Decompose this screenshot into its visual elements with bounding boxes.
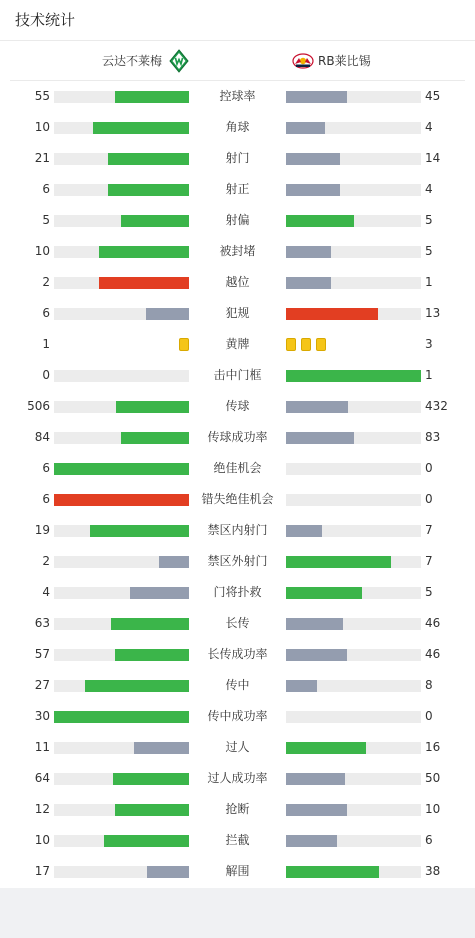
home-value: 1: [42, 337, 50, 351]
away-bar-track: [286, 742, 421, 754]
away-team-name: RB莱比锡: [318, 54, 371, 68]
away-bar-track: [286, 153, 421, 165]
stat-row: [0, 794, 475, 825]
stat-label: 传中成功率: [207, 709, 268, 723]
away-bar: [286, 122, 325, 134]
away-bar: [286, 370, 421, 382]
away-bar: [286, 91, 347, 103]
stat-label: 抢断: [225, 802, 250, 816]
stats-list: [0, 81, 475, 887]
home-value: 6: [42, 461, 50, 475]
away-bar: [286, 525, 322, 537]
away-value: 45: [425, 89, 441, 103]
stat-label: 禁区外射门: [207, 554, 268, 568]
team-header: [10, 41, 465, 81]
stat-label: 禁区内射门: [207, 523, 268, 537]
away-bar-track: [286, 835, 421, 847]
home-bar: [130, 587, 189, 599]
away-value: 1: [425, 275, 433, 289]
home-bar-track: [54, 370, 189, 382]
stat-row: [0, 670, 475, 701]
home-bar-track: [54, 308, 189, 320]
stat-label: 被封堵: [219, 244, 256, 258]
home-value: 4: [42, 585, 50, 599]
away-bar-track: [286, 246, 421, 258]
stat-label: 门将扑救: [213, 585, 262, 599]
home-bar-track: [54, 773, 189, 785]
home-value: 2: [42, 275, 50, 289]
home-bar: [134, 742, 189, 754]
away-bar-track: [286, 91, 421, 103]
away-value: 5: [425, 585, 433, 599]
away-bar: [286, 556, 391, 568]
home-bar-track: [54, 153, 189, 165]
away-value: 5: [425, 244, 433, 258]
home-bar-track: [54, 835, 189, 847]
home-bar-track: [54, 277, 189, 289]
home-value: 17: [34, 864, 50, 878]
away-bar-track: [286, 432, 421, 444]
away-value: 4: [425, 182, 433, 196]
stat-row: [0, 732, 475, 763]
away-bar-track: [286, 184, 421, 196]
stat-row: [0, 422, 475, 453]
stat-label: 绝佳机会: [213, 461, 262, 475]
home-value: 63: [34, 616, 50, 630]
home-bar-track: [54, 711, 189, 723]
home-bar-track: [54, 122, 189, 134]
stat-label: 传球: [225, 399, 250, 413]
stat-row: [0, 608, 475, 639]
away-yellow-cards: [286, 338, 326, 351]
home-value: 5: [42, 213, 50, 227]
stat-label: 传球成功率: [207, 430, 268, 444]
home-bar: [54, 494, 189, 506]
stat-label: 拦截: [225, 833, 250, 847]
away-value: 432: [425, 399, 448, 413]
stat-row: [0, 639, 475, 670]
home-value: 6: [42, 492, 50, 506]
home-bar: [93, 122, 189, 134]
away-bar: [286, 401, 348, 413]
away-value: 14: [425, 151, 441, 165]
away-bar: [286, 277, 331, 289]
away-bar: [286, 835, 337, 847]
rb-leipzig-crest-icon: [292, 49, 314, 73]
away-value: 10: [425, 802, 441, 816]
stat-row: [0, 236, 475, 267]
home-bar-track: [54, 401, 189, 413]
away-value: 8: [425, 678, 433, 692]
home-value: 6: [42, 182, 50, 196]
home-value: 19: [34, 523, 50, 537]
away-bar-track: [286, 680, 421, 692]
home-value: 30: [34, 709, 50, 723]
stat-label: 过人成功率: [207, 771, 268, 785]
away-value: 0: [425, 709, 433, 723]
away-bar: [286, 618, 343, 630]
home-bar-track: [54, 246, 189, 258]
home-bar: [147, 866, 189, 878]
stat-row: [0, 453, 475, 484]
away-value: 16: [425, 740, 441, 754]
away-bar-track: [286, 618, 421, 630]
away-bar-track: [286, 773, 421, 785]
home-bar: [121, 432, 189, 444]
stat-row: [0, 298, 475, 329]
home-team-name: 云达不莱梅: [102, 54, 163, 68]
home-bar: [108, 184, 189, 196]
yellow-card-icon: [316, 338, 326, 351]
stat-row: [0, 515, 475, 546]
away-value: 50: [425, 771, 441, 785]
home-bar-track: [54, 804, 189, 816]
away-bar: [286, 308, 378, 320]
home-value: 11: [34, 740, 50, 754]
stat-row: [0, 856, 475, 887]
stat-label: 黄牌: [225, 337, 250, 351]
stat-row: [0, 577, 475, 608]
stat-label: 击中门框: [213, 368, 262, 382]
home-value: 55: [34, 89, 50, 103]
away-bar: [286, 866, 379, 878]
stat-label: 犯规: [225, 306, 250, 320]
away-bar-track: [286, 587, 421, 599]
away-bar: [286, 587, 362, 599]
away-value: 7: [425, 554, 433, 568]
home-value: 12: [34, 802, 50, 816]
home-bar-track: [54, 649, 189, 661]
home-bar-track: [54, 866, 189, 878]
home-bar: [146, 308, 189, 320]
stat-label: 角球: [225, 120, 250, 134]
away-value: 0: [425, 461, 433, 475]
away-value: 5: [425, 213, 433, 227]
home-value: 84: [34, 430, 50, 444]
stat-row: [0, 329, 475, 360]
stat-label: 长传: [225, 616, 250, 630]
home-value: 10: [34, 244, 50, 258]
home-bar-track: [54, 525, 189, 537]
home-bar-track: [54, 432, 189, 444]
home-bar-track: [54, 463, 189, 475]
stat-label: 错失绝佳机会: [201, 492, 274, 506]
stat-row: [0, 174, 475, 205]
stat-label: 传中: [225, 678, 250, 692]
away-bar: [286, 804, 347, 816]
away-bar: [286, 680, 317, 692]
home-bar: [104, 835, 189, 847]
home-bar-track: [54, 184, 189, 196]
home-value: 0: [42, 368, 50, 382]
away-bar-track: [286, 804, 421, 816]
stat-row: [0, 360, 475, 391]
away-team[interactable]: [292, 41, 371, 81]
away-bar-track: [286, 463, 421, 475]
home-bar-track: [54, 742, 189, 754]
home-value: 21: [34, 151, 50, 165]
stat-row: [0, 546, 475, 577]
home-bar-track: [54, 618, 189, 630]
stat-label: 过人: [225, 740, 250, 754]
home-bar: [54, 463, 189, 475]
away-value: 38: [425, 864, 441, 878]
stat-label: 长传成功率: [207, 647, 268, 661]
stat-row: [0, 81, 475, 112]
home-yellow-cards: [179, 338, 189, 351]
home-bar: [54, 711, 189, 723]
away-value: 6: [425, 833, 433, 847]
stat-row: [0, 143, 475, 174]
home-value: 27: [34, 678, 50, 692]
away-value: 83: [425, 430, 441, 444]
stat-label: 射偏: [225, 213, 250, 227]
away-value: 0: [425, 492, 433, 506]
home-bar: [159, 556, 189, 568]
away-bar: [286, 184, 340, 196]
home-bar: [90, 525, 189, 537]
stat-row: [0, 391, 475, 422]
away-value: 46: [425, 647, 441, 661]
home-bar: [113, 773, 189, 785]
away-bar: [286, 153, 340, 165]
home-value: 6: [42, 306, 50, 320]
home-value: 506: [27, 399, 50, 413]
home-bar: [99, 246, 189, 258]
away-bar-track: [286, 525, 421, 537]
stat-row: [0, 701, 475, 732]
stat-label: 解围: [225, 864, 250, 878]
home-value: 10: [34, 120, 50, 134]
away-bar-track: [286, 866, 421, 878]
home-bar-track: [54, 494, 189, 506]
away-bar-track: [286, 215, 421, 227]
home-bar: [115, 649, 189, 661]
stat-row: [0, 112, 475, 143]
yellow-card-icon: [301, 338, 311, 351]
stat-label: 控球率: [219, 89, 256, 103]
away-bar-track: [286, 277, 421, 289]
away-value: 3: [425, 337, 433, 351]
stat-row: [0, 763, 475, 794]
away-bar: [286, 432, 354, 444]
home-value: 57: [34, 647, 50, 661]
home-team[interactable]: [102, 41, 190, 81]
yellow-card-icon: [179, 338, 189, 351]
away-bar-track: [286, 494, 421, 506]
home-bar: [85, 680, 189, 692]
stat-label: 射门: [225, 151, 250, 165]
werder-bremen-crest-icon: [168, 49, 190, 73]
home-bar: [115, 91, 189, 103]
stat-row: [0, 825, 475, 856]
home-bar: [116, 401, 189, 413]
away-value: 1: [425, 368, 433, 382]
home-bar: [115, 804, 189, 816]
yellow-card-icon: [286, 338, 296, 351]
home-bar-track: [54, 680, 189, 692]
stat-label: 越位: [225, 275, 250, 289]
home-value: 64: [34, 771, 50, 785]
away-bar-track: [286, 711, 421, 723]
away-value: 7: [425, 523, 433, 537]
away-bar: [286, 246, 331, 258]
away-bar-track: [286, 370, 421, 382]
away-value: 13: [425, 306, 441, 320]
away-value: 46: [425, 616, 441, 630]
stat-row: [0, 267, 475, 298]
away-bar: [286, 215, 354, 227]
home-bar: [111, 618, 189, 630]
away-bar-track: [286, 649, 421, 661]
stat-row: [0, 484, 475, 515]
stat-row: [0, 205, 475, 236]
home-bar: [121, 215, 189, 227]
home-bar: [108, 153, 189, 165]
away-bar-track: [286, 308, 421, 320]
page-title: 技术统计: [15, 11, 76, 29]
home-bar-track: [54, 215, 189, 227]
away-bar: [286, 742, 366, 754]
away-bar-track: [286, 401, 421, 413]
away-bar: [286, 773, 345, 785]
home-bar-track: [54, 587, 189, 599]
away-bar-track: [286, 122, 421, 134]
stat-label: 射正: [225, 182, 250, 196]
home-value: 2: [42, 554, 50, 568]
home-bar: [99, 277, 189, 289]
home-bar-track: [54, 91, 189, 103]
away-value: 4: [425, 120, 433, 134]
home-value: 10: [34, 833, 50, 847]
away-bar: [286, 649, 347, 661]
away-bar-track: [286, 556, 421, 568]
home-bar-track: [54, 556, 189, 568]
